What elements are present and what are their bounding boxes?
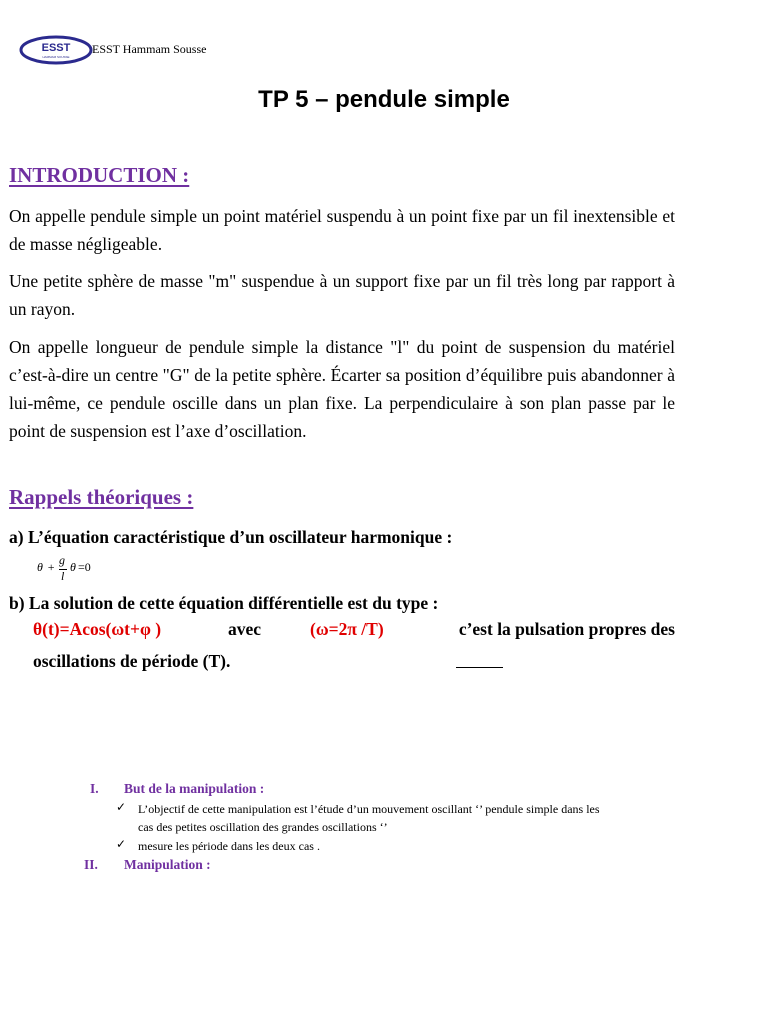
section-1-heading: But de la manipulation :	[124, 781, 265, 796]
introduction-heading: INTRODUCTION :	[9, 163, 190, 187]
page-title: TP 5 – pendule simple	[258, 86, 510, 113]
solution-label: b) La solution de cette équation différentielle est du type :	[9, 593, 439, 613]
formula-denominator: l	[61, 569, 65, 583]
formula-plus: +	[47, 560, 56, 574]
solution-line	[33, 619, 161, 640]
intro-paragraph-3: On appelle longueur de pendule simple la distance "l" du point de suspension du matériel c’est-à-dire un centre "G" de la petite sphère. Écarter sa position d’équilibre puis abandonner à lui-même, ce pendule oscille dans un plan fixe. La perpendiculaire à son plan passe par le point de suspension est l’axe d’oscillation.	[9, 337, 675, 441]
blank-underline	[456, 667, 503, 668]
solution-formula: θ(t)=Acos(ωt+φ )	[33, 619, 162, 639]
period-text: oscillations de période (T).	[33, 651, 231, 671]
formula-equals: =0	[78, 560, 91, 574]
omega-formula: (ω=2π /T)	[310, 619, 384, 639]
logo-subtext: HAMMAM SOUSSE	[42, 55, 70, 59]
section-1-number: I.	[90, 781, 99, 796]
equation-label: a) L’équation caractéristique d’un oscillateur harmonique :	[9, 527, 453, 547]
logo-text: ESST	[41, 42, 71, 54]
formula-theta: θ	[37, 560, 43, 574]
intro-paragraph-2: Une petite sphère de masse "m" suspendue à un support fixe par un fil très long par rapport à un rayon.	[9, 271, 675, 319]
avec-word: avec	[228, 619, 262, 639]
formula-theta-2: θ	[70, 560, 76, 574]
bullet-2-line-1: mesure les période dans les deux cas .	[138, 839, 320, 853]
check-icon: ✓	[116, 800, 127, 814]
bullet-1-line-1: L’objectif de cette manipulation est l’étude d’un mouvement oscillant ‘’ pendule simple dans les	[138, 802, 600, 816]
section-2-heading: Manipulation :	[124, 857, 211, 872]
rappels-heading: Rappels théoriques :	[9, 485, 194, 509]
pulsation-text: c’est la pulsation propres des	[458, 619, 675, 639]
institution-name: ESST Hammam Sousse	[92, 42, 207, 56]
formula-numerator: g	[59, 553, 65, 567]
section-2-number: II.	[84, 857, 98, 872]
esst-logo	[18, 34, 94, 66]
bullet-1-line-2: cas des petites oscillation des grandes oscillations ‘’	[138, 820, 388, 834]
check-icon: ✓	[116, 837, 127, 851]
intro-paragraph-1: On appelle pendule simple un point matériel suspendu à un point fixe par un fil inextensible et de masse négligeable.	[9, 206, 675, 254]
